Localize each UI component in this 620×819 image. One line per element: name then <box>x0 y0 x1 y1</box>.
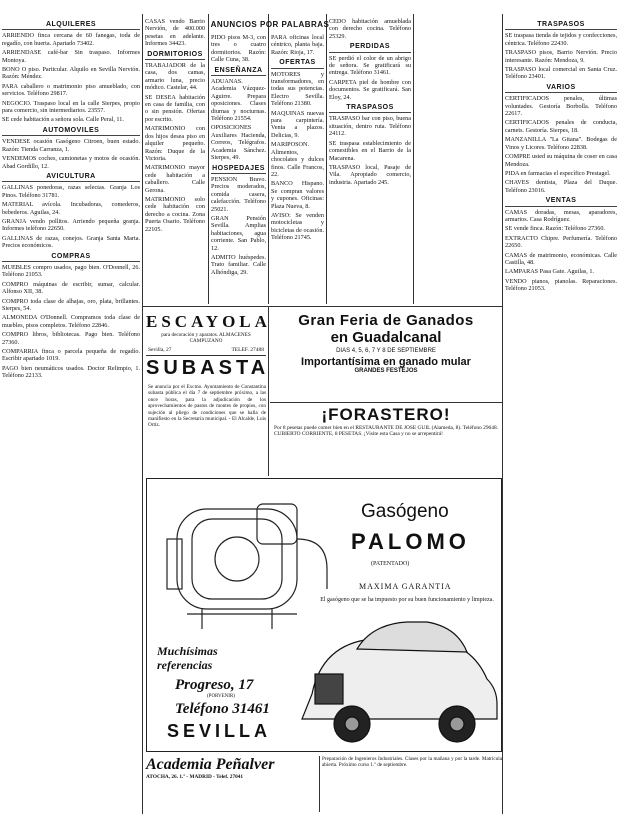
classified-ad: MUEBLES compro usados, pago bien. O'Donnell, 26. Teléfono 21053. <box>2 263 140 279</box>
classified-ad: BANCO Hispano. Se compran valores y cupones. Oficinas: Plaza Nueva, 8. <box>271 180 324 210</box>
feria-line1: Gran Feria de Ganados <box>298 312 474 329</box>
classified-ad: NEGOCIO. Traspaso local en la calle Sierpes, propio para comercio, sin intermediarios. 23557. <box>2 99 140 115</box>
classified-ad: MARIPOSON. Alimentos, chocolates y dulces finos. Calle Francos, 22. <box>271 141 324 178</box>
classified-ad: CAMAS doradas, mesas, aparadores, armarios. Casa Rodríguez. <box>505 208 617 223</box>
classified-ad: PIDA en farmacias el específico Prestagel. <box>505 169 611 177</box>
gasogeno-ref2: referencias <box>157 658 213 672</box>
escayola-subtitle: para decoración y aparatos. ALMACENES CAMPUZANO <box>161 332 251 344</box>
section-heading: COMPRAS <box>2 253 140 262</box>
classified-ad: CAMAS de matrimonio, económicas. Calle Castilla, 48. <box>505 251 617 266</box>
classified-ad: TRASPASO local comercial en Santa Cruz. Teléfono 23401. <box>505 66 617 81</box>
classified-ad: MANZANILLA "La Gitana". Bodegas de Vinos y Licores. Teléfono 22838. <box>505 136 617 151</box>
classified-ad: PIDO pisos M-3, con tres o cuatro dormitorios. Razón: Calle Cuna, 38. <box>211 34 266 64</box>
subasta-title: SUBASTA <box>146 357 270 379</box>
column-divider <box>142 14 143 814</box>
section-divider <box>142 306 503 307</box>
classified-ad: ARRIENDO finca cercana de 60 fanegas, toda de regadío, con huerta. Apartado 73402. <box>2 32 140 47</box>
gasogeno-district: (PORVENIR) <box>207 694 235 699</box>
forastero-body: Por 8 pesetas puede comer bien en el RESTAURANTE DE JOSE GUIL (Alameda, 8). Teléfono 29648. CUBIERTO CORRIENTE, 8 PESETAS. ¡Visite esta Casa y no se arrepentirá! <box>274 425 498 438</box>
section-heading: TRASPASOS <box>505 21 617 30</box>
classified-ad: TRASPASO local, Pasaje de Vila. Apropiado comercio, industria. Apartado 245. <box>329 163 411 186</box>
feria-line3: Importantísima en ganado mular <box>301 356 471 368</box>
classified-ad: ARRIENDASE café-bar Sin traspaso. Informes Montoya. <box>2 49 140 64</box>
section-heading: AVICULTURA <box>2 173 140 182</box>
academia-ad <box>146 756 318 780</box>
section-heading: VENTAS <box>505 197 617 206</box>
classified-ad: PARA caballero o matrimonio piso amueblado, con servicios. Teléfono 29817. <box>2 82 140 98</box>
classified-ad: SE traspasa establecimiento de comestibles en el Barrio de la Macarena. <box>329 139 411 162</box>
escayola-phone: TELEF. 27488 <box>231 347 264 353</box>
classifieds-column-4 <box>271 34 324 304</box>
classified-ad: CASAS vendo Barrio Nervión, de 400.000 pesetas en adelante. Informes 34423. <box>145 18 205 48</box>
classified-ad: SE perdió el color de un abrigo de señora. Se gratificará su entrega. Teléfono 31461. <box>329 54 411 77</box>
gasogeno-brand: Gasógeno <box>361 501 449 522</box>
classified-ad: PENSION Bravo. Precios moderados, comida casera, calefacción. Teléfono 25021. <box>211 175 266 213</box>
gasogeno-guarantee: MAXIMA GARANTIA <box>359 582 452 591</box>
classified-ad: VENDEMOS coches, camionetas y motos de ocasión. Abad Gordillo, 12. <box>2 155 140 170</box>
gasogeno-ad <box>146 478 502 752</box>
classifieds-column-6 <box>505 18 617 813</box>
classifieds-column-5 <box>329 18 411 303</box>
academia-address: ATOCHA, 26. 1.º - MADRID - Telef. 27041 <box>146 774 244 780</box>
classified-ad: PARA oficinas local céntrico, planta baja. Razón: Rioja, 17. <box>271 34 324 56</box>
classified-ad: ADUANAS. Academia Vázquez-Aguirre. Prepara oposiciones. Clases diurnas y nocturnas. Teléfono 21554. <box>211 78 266 123</box>
classified-ad: MATRIMONIO con dos hijos desea piso en alquiler pequeño. Razón: Duque de la Victoria. <box>145 125 205 162</box>
escayola-footer <box>148 347 264 353</box>
classified-ad: SE vende finca. Razón: Teléfono 27360. <box>505 225 605 233</box>
classified-ad: LAMPARAS Pasa Gate. Aguilas, 1. <box>505 268 594 276</box>
column-divider <box>268 14 269 304</box>
forastero-ad <box>270 405 502 438</box>
gasogeno-references <box>157 644 218 672</box>
feria-line4: GRANDES FESTEJOS <box>354 368 418 374</box>
classified-ad: MOTORES y transformadores, en todas sus potencias. Electro Sevilla. Teléfono 21380. <box>271 70 324 108</box>
classified-ad: MAQUINAS nuevas para carpintería. Venta a plazos. Delicias, 9. <box>271 109 324 139</box>
classified-ad: COMPRO toda clase de alhajas, oro, plata, brillantes. Sierpes, 54. <box>2 297 140 312</box>
classified-ad: COMPARRIA finca o parcela pequeña de regadío. Escribir apartado 1019. <box>2 348 140 363</box>
section-heading: TRASPASOS <box>329 104 411 113</box>
classified-ad: TRASPASO bar con piso, buena situación, dentro ruta. Teléfono 24112. <box>329 115 411 138</box>
classified-ad: ADMITO huéspedes. Trato familiar. Calle Alhóndiga, 29. <box>211 253 266 276</box>
classified-ad: MATRIMONIO mayor cede habitación a caballero. Calle Gerona. <box>145 164 205 194</box>
divider <box>146 355 266 356</box>
classified-ad: CERTIFICADOS penales, últimas voluntades. Gestoría Borbolla. Teléfono 22617. <box>505 95 617 118</box>
classified-ad: COMPRE usted su máquina de coser en casa Mendoza. <box>505 153 617 168</box>
classifieds-column-1 <box>2 18 140 813</box>
classified-ad: SE traspasa tienda de tejidos y confecciones, céntrica. Teléfono 22430. <box>505 32 617 47</box>
classified-ad: PAGO bien neumáticos usados. Doctor Relimpio, 1. Teléfono 22133. <box>2 364 140 380</box>
classified-ad: CHAVES dentista, Plaza del Duque. Teléfono 23016. <box>505 179 617 194</box>
section-heading: OFERTAS <box>271 59 324 68</box>
escayola-title: ESCAYOLA <box>146 312 271 331</box>
section-heading: HOSPEDAJES <box>211 165 266 174</box>
classified-ad: GALLINAS de razas, conejos. Granja Santa Marta. Precios económicos. <box>2 234 140 250</box>
column-divider <box>326 14 327 304</box>
column-divider <box>319 756 320 812</box>
feria-ad <box>270 312 502 374</box>
classifieds-column-2 <box>145 18 205 303</box>
classified-ad: MATERIAL avícola. Incubadoras, comederos, bebederos. Aguilas, 24. <box>2 201 140 216</box>
classified-ad: MATRIMONIO solo cede habitación con derecho a cocina. Zona Puerta Osario. Teléfono 22105. <box>145 195 205 233</box>
section-heading: ALQUILERES <box>2 21 140 30</box>
academia-title: Academia Peñalver <box>146 756 275 773</box>
gasogeno-patented: (PATENTADO) <box>371 561 410 567</box>
classified-ad: COMPRO máquinas de escribir, sumar, calcular. Alfonso XII, 38. <box>2 280 140 296</box>
section-heading: VARIOS <box>505 84 617 93</box>
classified-ad: GRAN Pensión Sevilla. Amplias habitaciones, agua corriente. San Pablo, 12. <box>211 214 266 252</box>
classifieds-banner: ANUNCIOS POR PALABRAS <box>210 20 330 29</box>
academia-text: Preparación de Ingenieros Industriales. Clases por la mañana y por la tarde. Matrícula abierta. Próximo curso 1.º de septiembre. <box>322 756 502 769</box>
column-divider <box>413 14 414 304</box>
column-divider <box>502 14 503 814</box>
classifieds-column-3 <box>211 34 266 304</box>
feria-line2: en Guadalcanal <box>330 329 442 346</box>
gasogeno-address: Progreso, 17 <box>175 677 254 693</box>
column-divider <box>208 14 209 304</box>
escayola-address: Sevilla, 27 <box>148 347 172 353</box>
section-heading: PERDIDAS <box>329 43 411 52</box>
classified-ad: BONO O piso. Particular. Alquilo en Sevilla Nervión. Razón: Méndez. <box>2 66 140 81</box>
classified-ad: AVISO: Se venden motocicletas y bicicletas de ocasión. Teléfono 21745. <box>271 211 324 242</box>
classified-ad: COMPRO libros, bibliotecas. Pago bien. Teléfono 27360. <box>2 331 140 346</box>
classified-ad: SE DESEA habitación en casa de familia, con o sin pensión. Ofertas por escrito. <box>145 93 205 123</box>
classified-ad: ALMONEDA O'Donnell. Compramos toda clase de muebles, pisos completos. Teléfono 22846. <box>2 314 140 329</box>
gasogeno-city: SEVILLA <box>167 721 272 741</box>
gas-generator-icon <box>167 504 327 629</box>
classified-ad: TRASPASO pisos, Barrio Nervión. Precio interesante. Razón: Mendoza, 9. <box>505 49 617 64</box>
classified-ad: OPOSICIONES Auxiliares Hacienda, Correos, Telégrafos. Academia Sánchez. Sierpes, 49. <box>211 124 266 162</box>
classified-ad: GRANJA vendo pollitos. Arriendo pequeña granja. Informes teléfono 22650. <box>2 217 140 233</box>
classified-ad: EXTRACTO Chipre. Perfumería. Teléfono 22650. <box>505 234 617 250</box>
feria-dates: DIAS 4, 5, 6, 7 Y 8 DE SEPTIEMBRE <box>336 348 436 354</box>
forastero-title: ¡FORASTERO! <box>321 405 451 424</box>
classified-ad: TRABAJADOR de la casa, dos camas, armario luna, precio módico. Castelar, 44. <box>145 62 205 92</box>
column-divider <box>268 306 269 476</box>
gasogeno-ref1: Muchísimas <box>157 644 218 658</box>
car-icon <box>302 622 497 742</box>
subasta-body: Se anuncia por el Excmo. Ayuntamiento de Constantina subasta pública el día 7 de septiembre próximo, a las once horas, para la adjudicación de los aprovechamientos de pastos de montes de propios, con sujeción al pliego de condiciones que se halla de manifiesto en la Secretaría municipal. - El Alcalde, Luis Ortiz. <box>148 384 266 429</box>
divider <box>270 402 502 403</box>
classified-ad: VENDESE ocasión Gasógeno Citroen, buen estado. Razón: Tienda Carranza, 1. <box>2 138 140 153</box>
gasogeno-note: El gasógeno que se ha impuesto por su buen funcionamiento y limpieza. <box>320 597 494 603</box>
classified-ad: CEDO habitación amueblada con derecho cocina. Teléfono 25329. <box>329 18 411 40</box>
section-heading: AUTOMOVILES <box>2 127 140 136</box>
section-heading: ENSEÑANZA <box>211 67 266 76</box>
gasogeno-name: PALOMO <box>351 529 470 554</box>
classified-ad: GALLINAS ponedoras, razas selectas. Granja Los Pinos. Teléfono 31781. <box>2 184 140 199</box>
classified-ad: CARPETA piel de hombre con documentos. Se gratificará. San Eloy, 24. <box>329 78 411 101</box>
classified-ad: SE cede habitación a señora sola. Calle Peral, 11. <box>2 116 124 124</box>
gasogeno-phone: Teléfono 31461 <box>175 701 270 717</box>
section-heading: DORMITORIOS <box>145 51 205 60</box>
classified-ad: VENDO pianos, pianolas. Reparaciones. Teléfono 21053. <box>505 277 617 293</box>
classified-ad: CERTIFICADOS penales de conducta, carnets. Gestoría. Sierpes, 18. <box>505 119 617 134</box>
